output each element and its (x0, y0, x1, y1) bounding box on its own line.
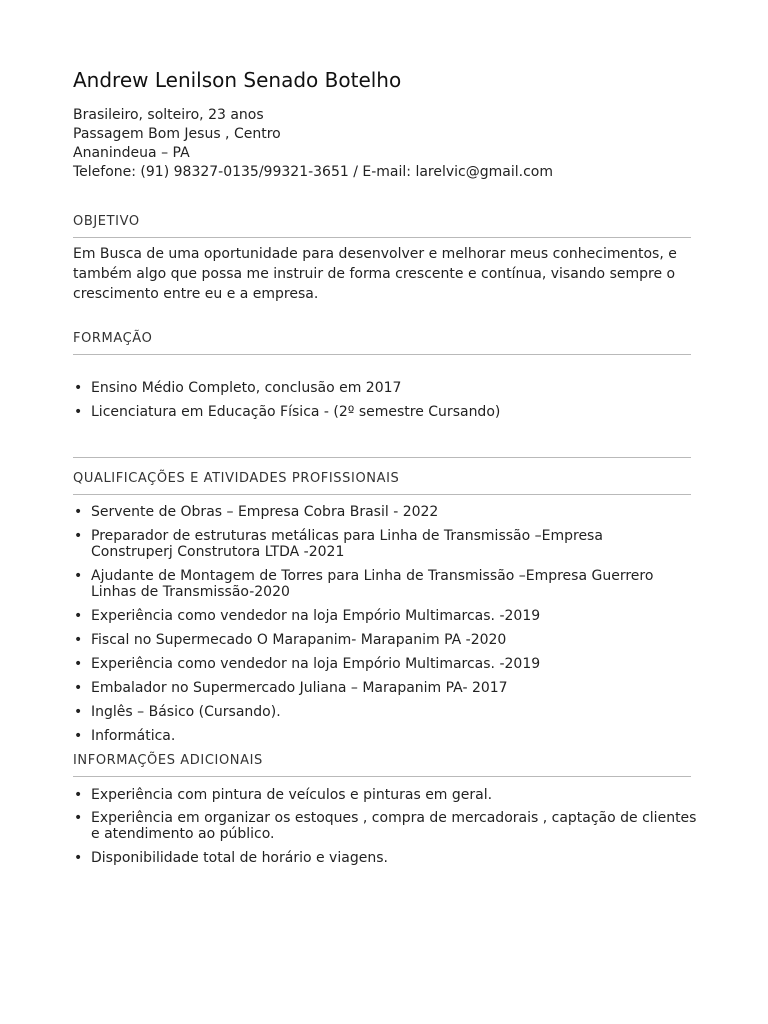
qualifications-list (73, 504, 703, 744)
address-line: Passagem Bom Jesus , Centro (73, 126, 281, 142)
additional-info-list (73, 787, 703, 866)
list-item: • Preparador de estruturas metálicas para Linha de Transmissão –Empresa Construperj Construtora LTDA -2021 (74, 528, 603, 560)
bullet-icon: • (74, 528, 83, 544)
bullet-icon: • (74, 728, 83, 744)
objective-line: também algo que possa me instruir de forma crescente e contínua, visando sempre o (73, 266, 676, 282)
bullet-icon: • (74, 504, 83, 520)
bullet-icon: • (74, 787, 83, 803)
section-divider (73, 776, 691, 777)
section-title-objetivo: OBJETIVO (73, 214, 140, 229)
section-title-formacao: FORMAÇÃO (73, 331, 153, 346)
list-item: • Fiscal no Supermecado O Marapanim- Marapanim PA -2020 (74, 632, 507, 648)
contact-block (73, 106, 553, 182)
bullet-icon: • (74, 850, 83, 866)
education-list (73, 380, 703, 420)
phone-email-line: Telefone: (91) 98327-0135/99321-3651 / E-mail: larelvic@gmail.com (73, 164, 553, 180)
bullet-icon: • (74, 810, 83, 826)
list-item: • Experiência com pintura de veículos e pinturas em geral. (74, 787, 493, 803)
section-divider (73, 494, 691, 495)
list-item: • Disponibilidade total de horário e viagens. (74, 850, 388, 866)
objective-line: crescimento entre eu e a empresa. (73, 286, 319, 302)
list-item: • Experiência em organizar os estoques , compra de mercadorais , captação de clientes e atendimento ao público. (74, 810, 697, 842)
bullet-icon: • (74, 380, 83, 396)
list-item: • Ajudante de Montagem de Torres para Linha de Transmissão –Empresa Guerrero Linhas de Transmissão-2020 (74, 568, 654, 600)
section-title-adicionais: INFORMAÇÕES ADICIONAIS (73, 753, 263, 768)
bullet-icon: • (74, 680, 83, 696)
list-item: • Experiência como vendedor na loja Empório Multimarcas. -2019 (74, 608, 541, 624)
list-item: • Licenciatura em Educação Física - (2º semestre Cursando) (74, 404, 501, 420)
section-divider (73, 457, 691, 458)
bullet-icon: • (74, 608, 83, 624)
personal-info-line: Brasileiro, solteiro, 23 anos (73, 107, 264, 123)
objective-paragraph (73, 244, 703, 304)
city-line: Ananindeua – PA (73, 145, 190, 161)
bullet-icon: • (74, 656, 83, 672)
list-item: • Inglês – Básico (Cursando). (74, 704, 281, 720)
objective-line: Em Busca de uma oportunidade para desenvolver e melhorar meus conhecimentos, e (73, 246, 677, 262)
list-item: • Servente de Obras – Empresa Cobra Brasil - 2022 (74, 504, 439, 520)
bullet-icon: • (74, 568, 83, 584)
bullet-icon: • (74, 632, 83, 648)
list-item: • Informática. (74, 728, 176, 744)
section-title-qualificacoes: QUALIFICAÇÕES E ATIVIDADES PROFISSIONAIS (73, 471, 400, 486)
bullet-icon: • (74, 704, 83, 720)
bullet-icon: • (74, 404, 83, 420)
section-divider (73, 237, 691, 238)
section-divider (73, 354, 691, 355)
list-item: • Experiência como vendedor na loja Empório Multimarcas. -2019 (74, 656, 541, 672)
list-item: • Embalador no Supermercado Juliana – Marapanim PA- 2017 (74, 680, 508, 696)
candidate-name: Andrew Lenilson Senado Botelho (73, 68, 402, 92)
list-item: • Ensino Médio Completo, conclusão em 2017 (74, 380, 402, 396)
